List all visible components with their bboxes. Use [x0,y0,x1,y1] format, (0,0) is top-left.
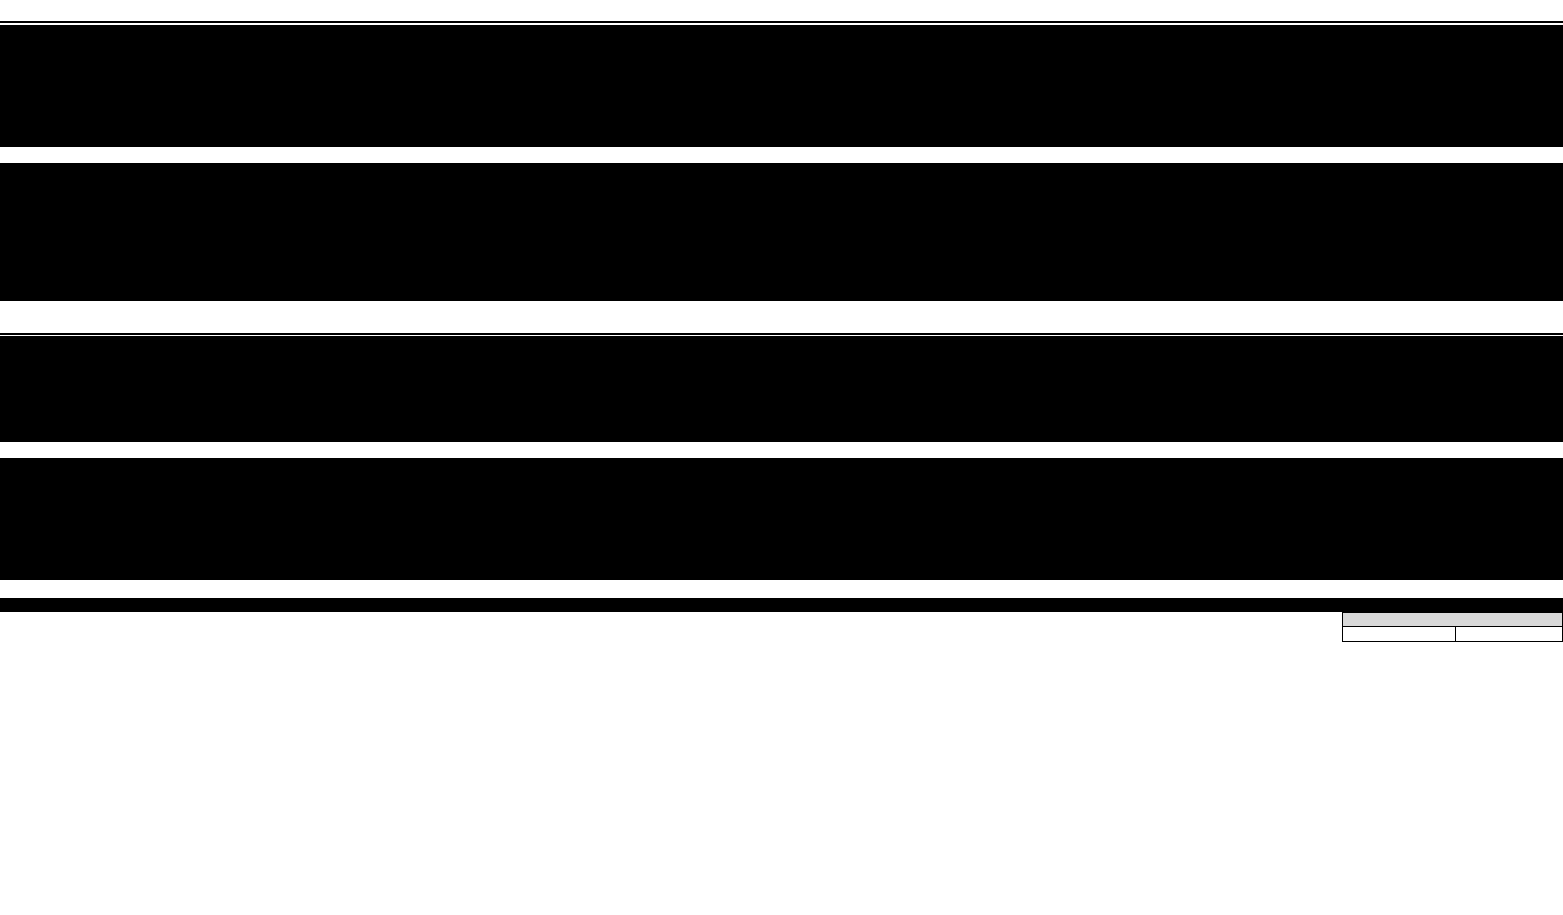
saturday-row-1 [0,25,1563,147]
bye-header-row [1342,627,1563,642]
bye-team-header [1343,627,1456,641]
sunday-schedule-title [0,315,1563,335]
teams-on-bye-title [1342,612,1563,627]
separator [0,442,1563,458]
divider-bar [0,598,1563,612]
saturday-schedule-title [0,3,1563,23]
separator [0,147,1563,163]
teams-on-bye-table [1342,612,1563,642]
separator [0,580,1563,598]
separator [0,301,1563,315]
sunday-row-2 [0,458,1563,580]
saturday-row-2 [0,163,1563,301]
sunday-row-1 [0,336,1563,442]
bye-grade-header [1456,627,1563,641]
site-codes-table [0,612,1563,915]
site-codes-header [0,612,1563,627]
